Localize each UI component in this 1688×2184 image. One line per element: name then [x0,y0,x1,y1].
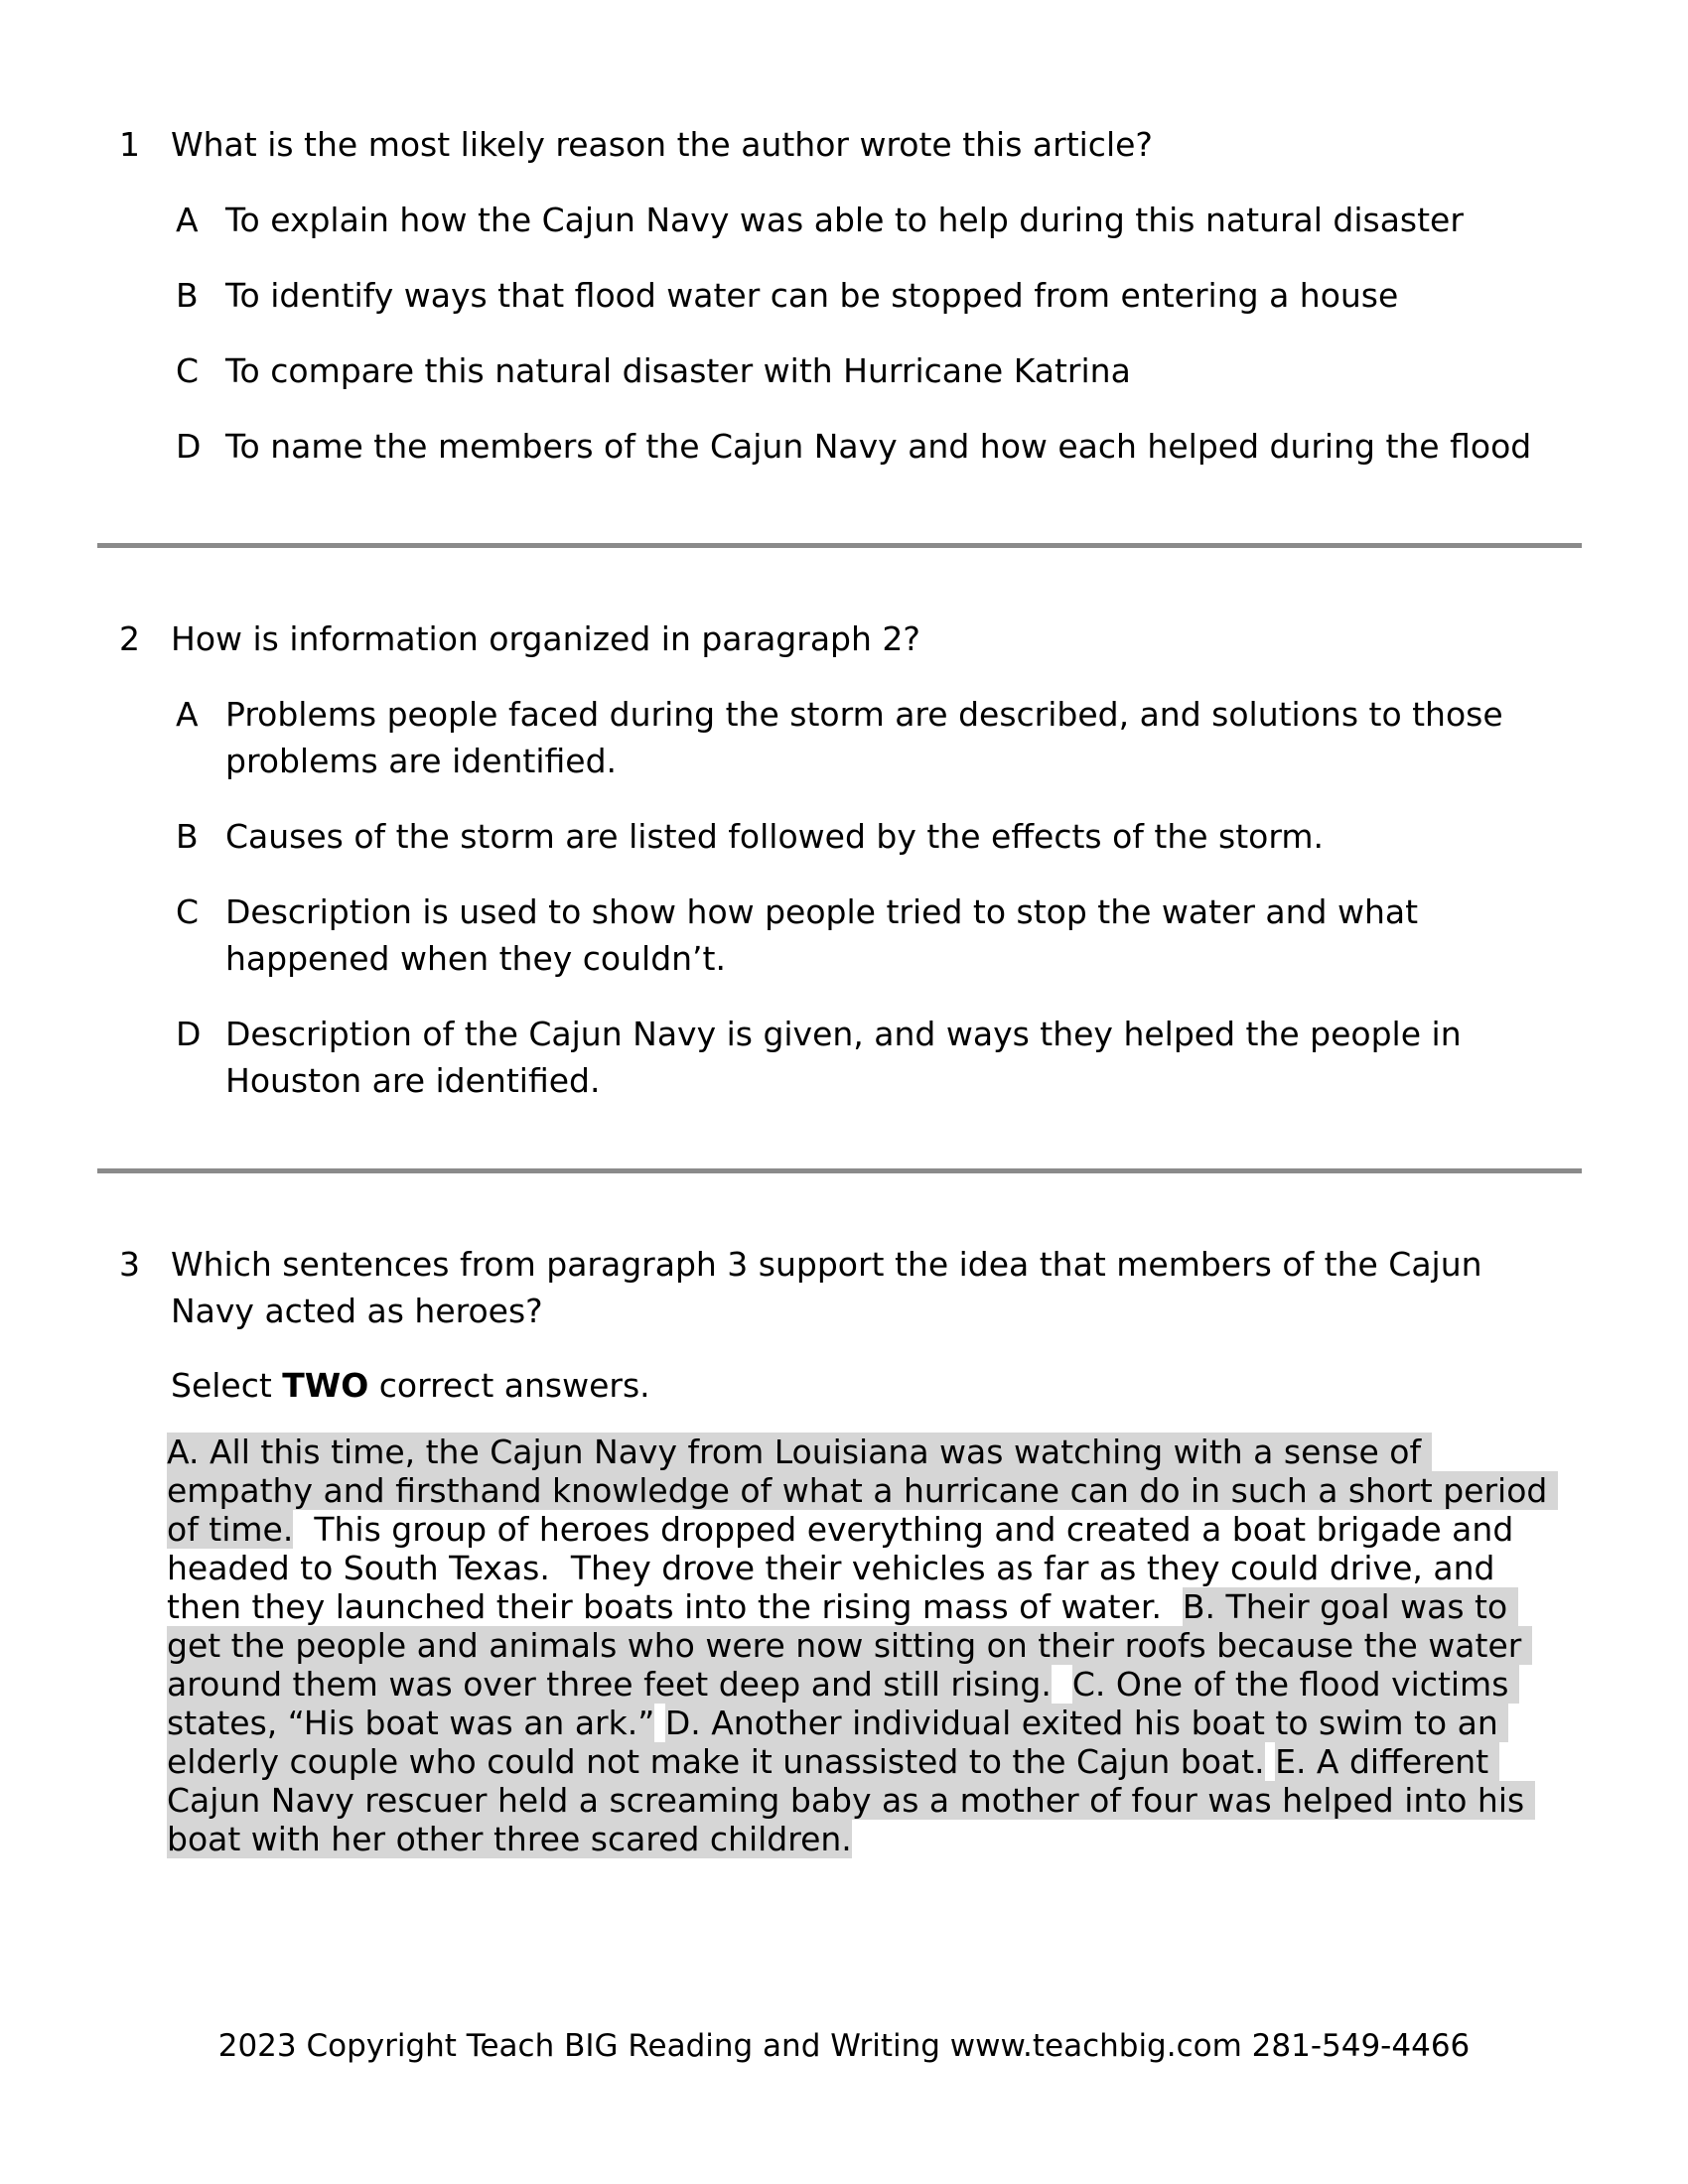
option-text: Description is used to show how people tried to stop the water and what happened when they couldn’t. [225,892,1419,978]
question-3 [119,1241,1571,1858]
highlighted-sentence: A. All this time, the Cajun Navy from Louisiana was watching with a sense of empathy and firsthand knowledge of what a hurricane can do in such a short period of time. [167,1433,1558,1549]
option-letter: B [176,276,199,315]
footer-text: 2023 Copyright Teach BIG Reading and Writing www.teachbig.com 281-549-4466 [217,2028,1471,2064]
option-text: Description of the Cajun Navy is given, and ways they helped the people in Houston are identified. [225,1015,1462,1100]
question-2-option-d [176,1011,1571,1104]
question-1-number: 1 [119,125,140,164]
question-1-option-b [176,272,1571,319]
question-1-option-c [176,347,1571,394]
question-1-option-a [176,197,1571,243]
question-2-option-b [176,813,1571,860]
highlighted-sentence: B. Their goal was to get the people and animals who were now sitting on their roofs because the water around them was over three feet deep and still rising. [167,1587,1532,1704]
select-instruction-suffix: correct answers. [368,1366,650,1405]
passage-plain-text [1265,1742,1276,1781]
option-text: To name the members of the Cajun Navy and how each helped during the flood [225,427,1532,466]
select-instruction-prefix: Select [171,1366,283,1405]
question-3-row [119,1241,1571,1334]
option-letter: A [176,695,199,734]
question-3-prompt: Which sentences from paragraph 3 support the idea that members of the Cajun Navy acted as heroes? [171,1245,1482,1330]
option-letter: A [176,201,199,239]
passage-plain-text [654,1704,665,1742]
passage-plain-text: This group of heroes dropped everything and created a boat brigade and headed to South Texas. They drove their vehicles as far as they could drive, and then they launched their boats into the rising mass of water. [167,1510,1524,1626]
question-1-prompt: What is the most likely reason the author wrote this article? [171,125,1153,164]
select-instruction-count: TWO [282,1366,369,1405]
option-text: To identify ways that flood water can be stopped from entering a house [225,276,1399,315]
question-1-row [119,121,1571,168]
option-letter: D [176,1015,202,1053]
question-2-row [119,615,1571,662]
option-text: To explain how the Cajun Navy was able to help during this natural disaster [225,201,1464,239]
section-divider [97,1168,1582,1173]
option-letter: B [176,817,199,856]
option-letter: C [176,892,200,931]
option-text: Problems people faced during the storm are described, and solutions to those problems are identified. [225,695,1503,780]
page-footer [0,2027,1688,2065]
highlighted-sentence: D. Another individual exited his boat to swim to an elderly couple who could not make it unassisted to the Cajun boat. [167,1704,1509,1781]
question-2-option-c [176,888,1571,982]
question-2-prompt: How is information organized in paragraph 2? [171,619,920,658]
question-1 [119,121,1571,470]
highlighted-sentence: C. One of the flood victims states, “His boat was an ark.” [167,1665,1519,1742]
question-2-number: 2 [119,619,140,658]
question-2 [119,615,1571,1104]
section-divider [97,543,1582,548]
option-letter: D [176,427,202,466]
option-text: Causes of the storm are listed followed by the effects of the storm. [225,817,1324,856]
highlighted-sentence: E. A different Cajun Navy rescuer held a screaming baby as a mother of four was helped into his boat with her other three scared children. [167,1742,1535,1858]
option-letter: C [176,351,200,390]
passage-plain-text [1052,1665,1072,1704]
question-1-option-d [176,423,1571,470]
option-text: To compare this natural disaster with Hurricane Katrina [225,351,1131,390]
question-3-number: 3 [119,1245,140,1284]
select-instruction [171,1362,1571,1409]
question-2-option-a [176,691,1571,784]
passage-text [167,1433,1569,1858]
